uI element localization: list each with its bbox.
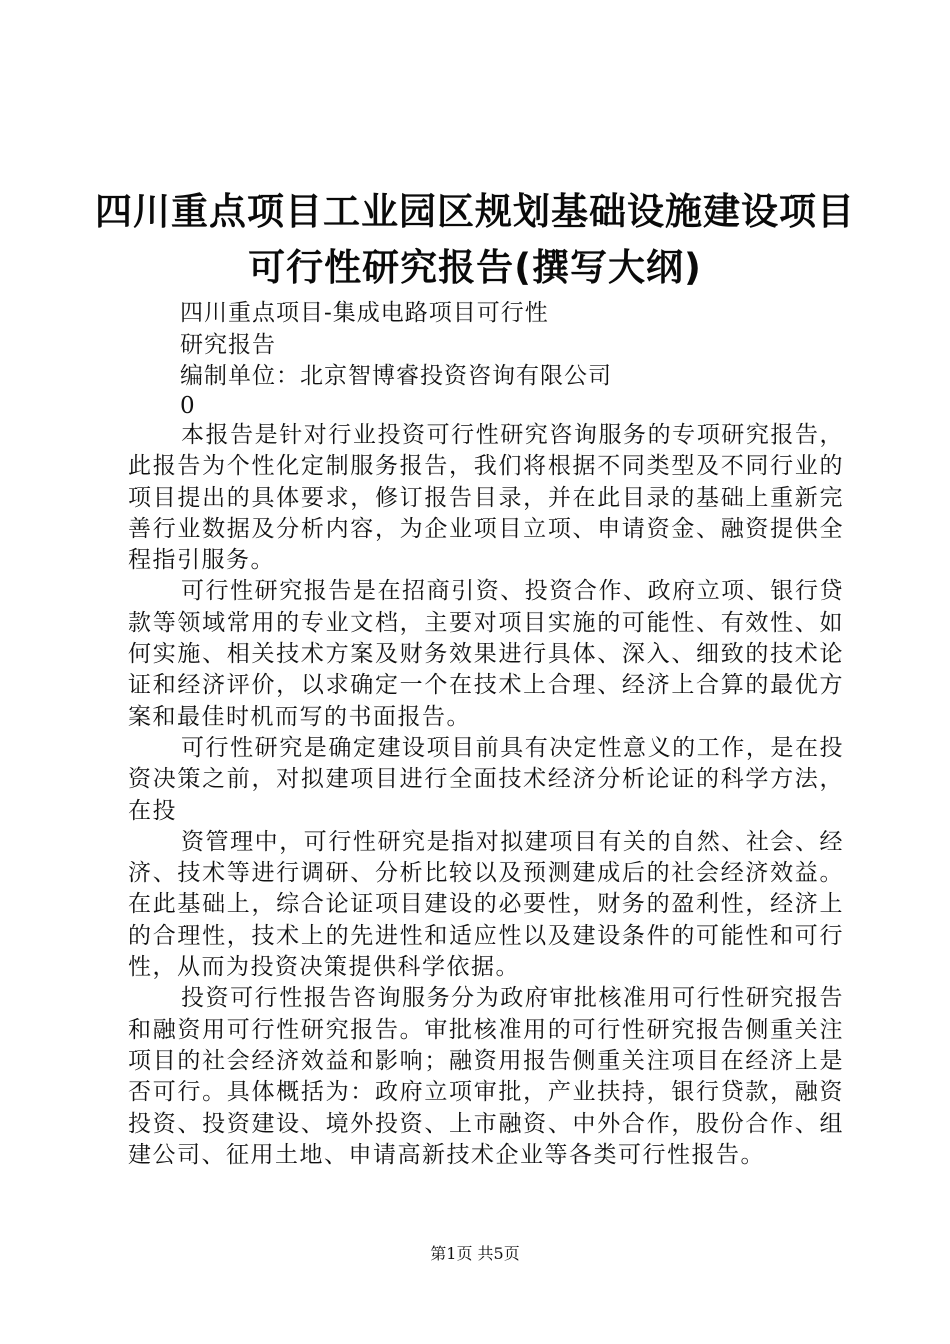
page-footer: 第1页 共5页	[430, 1244, 520, 1263]
meta-line-number: 0	[180, 393, 196, 419]
document-body	[128, 420, 844, 1171]
body-paragraph: 可行性研究报告是在招商引资、投资合作、政府立项、银行贷款等领域常用的专业文档，主要对项目实施的可能性、有效性、如何实施、相关技术方案及财务效果进行具体、深入、细致的技术论证和经济评价，以求确定一个在技术上合理、经济上合算的最优方案和最佳时机而写的书面报告。	[128, 578, 844, 730]
body-paragraph: 本报告是针对行业投资可行性研究咨询服务的专项研究报告，此报告为个性化定制服务报告，我们将根据不同类型及不同行业的项目提出的具体要求，修订报告目录，并在此目录的基础上重新完善行业数据及分析内容，为企业项目立项、申请资金、融资提供全程指引服务。	[128, 422, 844, 574]
meta-line-report: 研究报告	[180, 332, 276, 358]
document-title-line-1: 四川重点项目工业园区规划基础设施建设项目	[95, 190, 855, 233]
body-paragraph: 投资可行性报告咨询服务分为政府审批核准用可行性研究报告和融资用可行性研究报告。审批核准用的可行性研究报告侧重关注项目的社会经济效益和影响；融资用报告侧重关注项目在经济上是否可行。具体概括为：政府立项审批，产业扶持，银行贷款，融资投资、投资建设、境外投资、上市融资、中外合作，股份合作、组建公司、征用土地、申请高新技术企业等各类可行性报告。	[128, 985, 844, 1168]
body-paragraph: 可行性研究是确定建设项目前具有决定性意义的工作，是在投资决策之前，对拟建项目进行全面技术经济分析论证的科学方法，在投	[128, 734, 844, 824]
meta-line-author: 编制单位：北京智博睿投资咨询有限公司	[180, 363, 612, 389]
document-title-line-2: 可行性研究报告(撰写大纲)	[248, 246, 702, 289]
body-paragraph: 资管理中，可行性研究是指对拟建项目有关的自然、社会、经济、技术等进行调研、分析比较以及预测建成后的社会经济效益。在此基础上，综合论证项目建设的必要性，财务的盈利性，经济上的合理性，技术上的先进性和适应性以及建设条件的可能性和可行性，从而为投资决策提供科学依据。	[128, 828, 844, 981]
meta-line-project: 四川重点项目-集成电路项目可行性	[180, 300, 549, 326]
